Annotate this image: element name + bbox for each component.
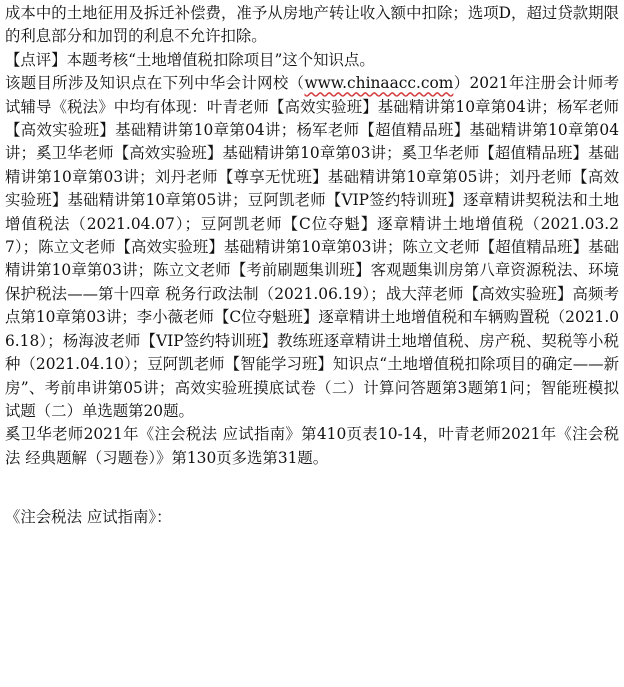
book-reference-paragraph: 奚卫华老师2021年《注会税法 应试指南》第410页表10-14，叶青老师2021年《注会税法 经典题解（习题卷）》第130页多选第31题。 (5, 425, 619, 467)
knowledge-point-intro: 该题目所涉及知识点在下列中华会计网校（ (5, 74, 305, 93)
document-body (5, 0, 619, 530)
guide-title-paragraph: 《注会税法 应试指南》： (5, 508, 172, 527)
answer-explanation-paragraph: 成本中的土地征用及拆迁补偿费，准予从房地产转让收入额中扣除；选项D，超过贷款期限的利息部分和加罚的利息不允许扣除。 (5, 4, 619, 46)
knowledge-point-course-list: ）2021年注册会计师考试辅导《税法》中均有体现：叶青老师【高效实验班】基础精讲第10章第04讲；杨军老师【高效实验班】基础精讲第10章第04讲；杨军老师【超值精品班】基础精讲第10章第04讲；奚卫华老师【高效实验班】基础精讲第10章第03讲；奚卫华老师【超值精品班】基础精讲第10章第03讲；刘丹老师【尊享无忧班】基础精讲第10章第05讲；刘丹老师【高效实验班】基础精讲第10章第05讲；豆阿凯老师【VIP签约特训班】逐章精讲契税法和土地增值税法（2021.04.07）；豆阿凯老师【C位夺魁】逐章精讲土地增值税（2021.03.27）；陈立文老师【高效实验班】基础精讲第10章第03讲；陈立文老师【超值精品班】基础精讲第10章第03讲；陈立文老师【考前刷题集训班】客观题集训房第八章资源税法、环境保护税法——第十四章 税务行政法制（2021.06.19）；战大萍老师【高效实验班】高频考点第10章第03讲；李小薇老师【C位夺魁班】逐章精讲土地增值税和车辆购置税（2021.06.18）；杨海波老师【VIP签约特训班】教练班逐章精讲土地增值税、房产税、契税等小税种（2021.04.10）；豆阿凯老师【智能学习班】知识点“土地增值税扣除项目的确定——新房”、考前串讲第05讲；高效实验班摸底试卷（二）计算问答题第3题第1问；智能班模拟试题（二）单选题第20题。 (5, 74, 619, 420)
blank-line (5, 470, 619, 506)
comment-paragraph: 【点评】本题考核“土地增值税扣除项目”这个知识点。 (5, 50, 375, 69)
website-address: www.chinaacc.com (304, 74, 454, 93)
knowledge-point-paragraph (5, 72, 619, 423)
